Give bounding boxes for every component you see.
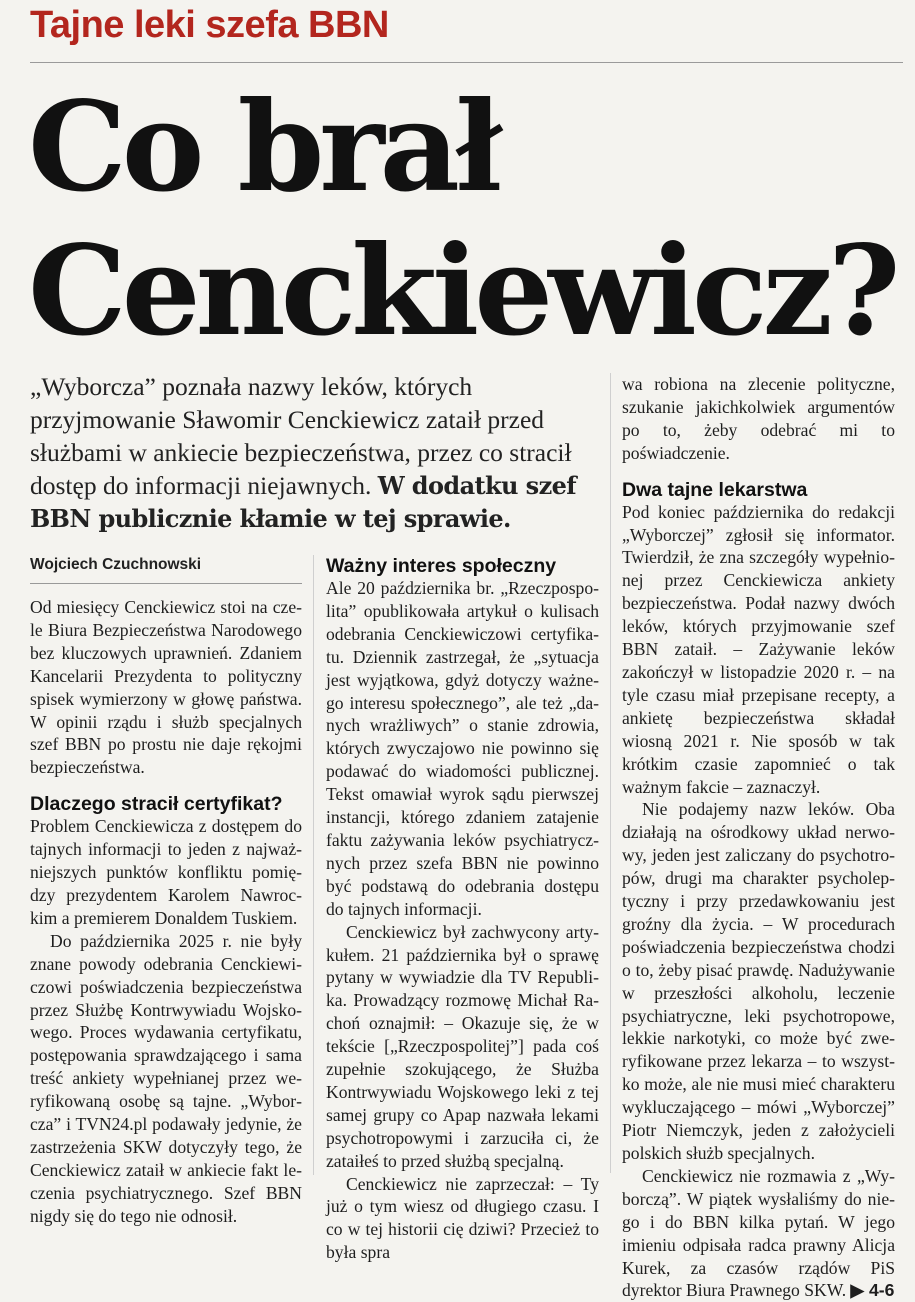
paragraph	[622, 1165, 895, 1302]
headline-line-1: Co brał	[28, 75, 498, 220]
article-lead	[30, 370, 600, 535]
subheading-public-interest: Ważny interes społeczny	[326, 555, 557, 577]
paragraph: Cenckiewicz nie zaprzeczał: – Ty już o tym wiesz od długiego czasu. I co w tej historii cię dziwi? Przecież to była spra	[326, 1173, 599, 1263]
section-kicker: Tajne leki szefa BBN	[30, 4, 389, 46]
paragraph: wa robiona na zlecenie polityczne, szukanie jakichkolwiek argumentów po to, żeby odebrać mi to poświadczenie.	[622, 374, 895, 463]
column-divider-2	[610, 373, 611, 1173]
lead-text: „Wyborcza” poznała nazwy leków, których przyjmowanie Sławomir Cenckiewicz zataił przed służbami w ankiecie bezpieczeństwa, przez co stracił dostęp do informacji niejawnych.	[30, 372, 572, 500]
page-jump-marker[interactable]: ▶ 4-6	[850, 1280, 895, 1301]
paragraph: Nie podajemy nazw leków. Oba działają na ośrodkowy układ nerwowy, jeden jest zaliczany do psychotropów, drugi ma charakter psycholeptyczny i przy przedawkowaniu jest groźny dla życia. – W procedurach poświadczenia bezpieczeństwa chodzi o to, żeby pisać prawdę. Nadużywanie w przeszłości alkoholu, leczenie psychiatryczne, leki psychotropowe, lekkie narkotyki, co może być zweryfikowane przez lekarza – to wszystko może, ale nie musi mieć charakteru wykluczającego – mówi „Wyborczej” Piotr Niemczyk, jeden z założycieli polskich służb specjalnych.	[622, 799, 895, 1163]
paragraph: Do października 2025 r. nie były znane powody odebrania Cenckiewiczowi poświadczenia bezpieczeństwa przez Służbę Kontrwywiadu Wojskowego. Proces wydawania certyfikatu, postępowania sprawdzającego i sama treść ankiety wypełnianej przez weryfikowaną osobę są tajne. „Wyborcza” i TVN24.pl podawały jedynie, że zastrzeżenia SKW dotyczyły tego, że Cenckiewicz zataił w ankiecie fakt leczenia psychiatrycznego. Szef BBN nigdy się do tego nie odnosił.	[30, 930, 302, 1226]
paragraph: Problem Cenckiewicza z dostępem do tajnych informacji to jeden z najważniejszych punktów konfliktu pomiędzy prezydentem Karolem Nawrockim a premierem Donaldem Tuskiem.	[30, 816, 302, 928]
headline-line-2: Cenckiewicz?	[28, 219, 896, 364]
intro-paragraph: Od miesięcy Cenckiewicz stoi na czele Biura Bezpieczeństwa Narodowego bez kluczowych uprawnień. Zdaniem Kancelarii Prezydenta to polityczny spisek wymierzony w głowę państwa. W opinii rządu i służb specjalnych szef BBN po prostu nie daje rękojmi bezpieczeństwa.	[30, 597, 302, 778]
column-divider-1	[313, 555, 314, 1175]
subheading-two-drugs: Dwa tajne lekarstwa	[622, 478, 808, 501]
article-headline	[28, 76, 908, 364]
author-byline: Wojciech Czuchnowski	[30, 555, 302, 584]
article-column-1	[30, 555, 302, 1228]
subheading-certificate: Dlaczego stracił certyfikat?	[30, 793, 283, 816]
article-column-3	[622, 373, 895, 1302]
article-column-2	[326, 555, 599, 1264]
paragraph: Ale 20 października br. „Rzeczpospolita” opublikowała artykuł o kulisach odebrania Cenckiewiczowi certyfikatu. Dziennik zastrzegał, że „sytuacja jest wyjątkowa, gdyż dotyczy ważnego interesu społecznego”, ale też „danych wrażliwych” o stanie zdrowia, których zwyczajowo nie powinno się podawać do wiadomości publicznej. Tekst omawiał wyrok sądu pierwszej instancji, którego zdaniem zatajenie faktu zażywania leków psychiatrycznych przez szefa BBN nie powinno być podstawą do odebrania dostępu do tajnych informacji.	[326, 578, 599, 919]
closing-text: Cenckiewicz nie rozmawia z „Wyborczą”. W piątek wysłaliśmy do niego i do BBN kilka pytań. W jego imieniu odpisała radca prawny Alicja Kurek, za czasów rządów PiS dyrektor Biura Prawnego SKW.	[622, 1165, 895, 1301]
lead-bold-text: W dodatku szef BBN publicznie kłamie w tej sprawie.	[30, 471, 576, 533]
paragraph: Cenckiewicz był zachwycony artykułem. 21 października był o sprawę pytany w wywiadzie dla TV Republika. Prowadzący rozmowę Michał Rachoń oznajmił: – Okazuje się, że w tekście [„Rzeczpospolitej”] pada coś zupełnie szokującego, że Służba Kontrwywiadu Wojskowego leki z tej samej grupy co Apap nazwała lekami psychotropowymi i zarzuciła ci, że zataiłeś to przed służbą specjalną.	[326, 921, 599, 1171]
paragraph: Pod koniec października do redakcji „Wyborczej” zgłosił się informator. Twierdził, że zna szczegóły wypełnionej przez Cenckiewicza ankiety bezpieczeństwa. Podał nazwy dwóch leków, których przyjmowanie szef BBN zataił. – Zażywanie leków zakończył w listopadzie 2020 r. – na tyle czasu miał przepisane recepty, a ankietę bezpieczeństwa składał wiosną 2021 r. Nie sposób w tak krótkim czasie zapomnieć o tak ważnym fakcie – zaznaczył.	[622, 501, 895, 797]
header-divider	[30, 62, 903, 63]
